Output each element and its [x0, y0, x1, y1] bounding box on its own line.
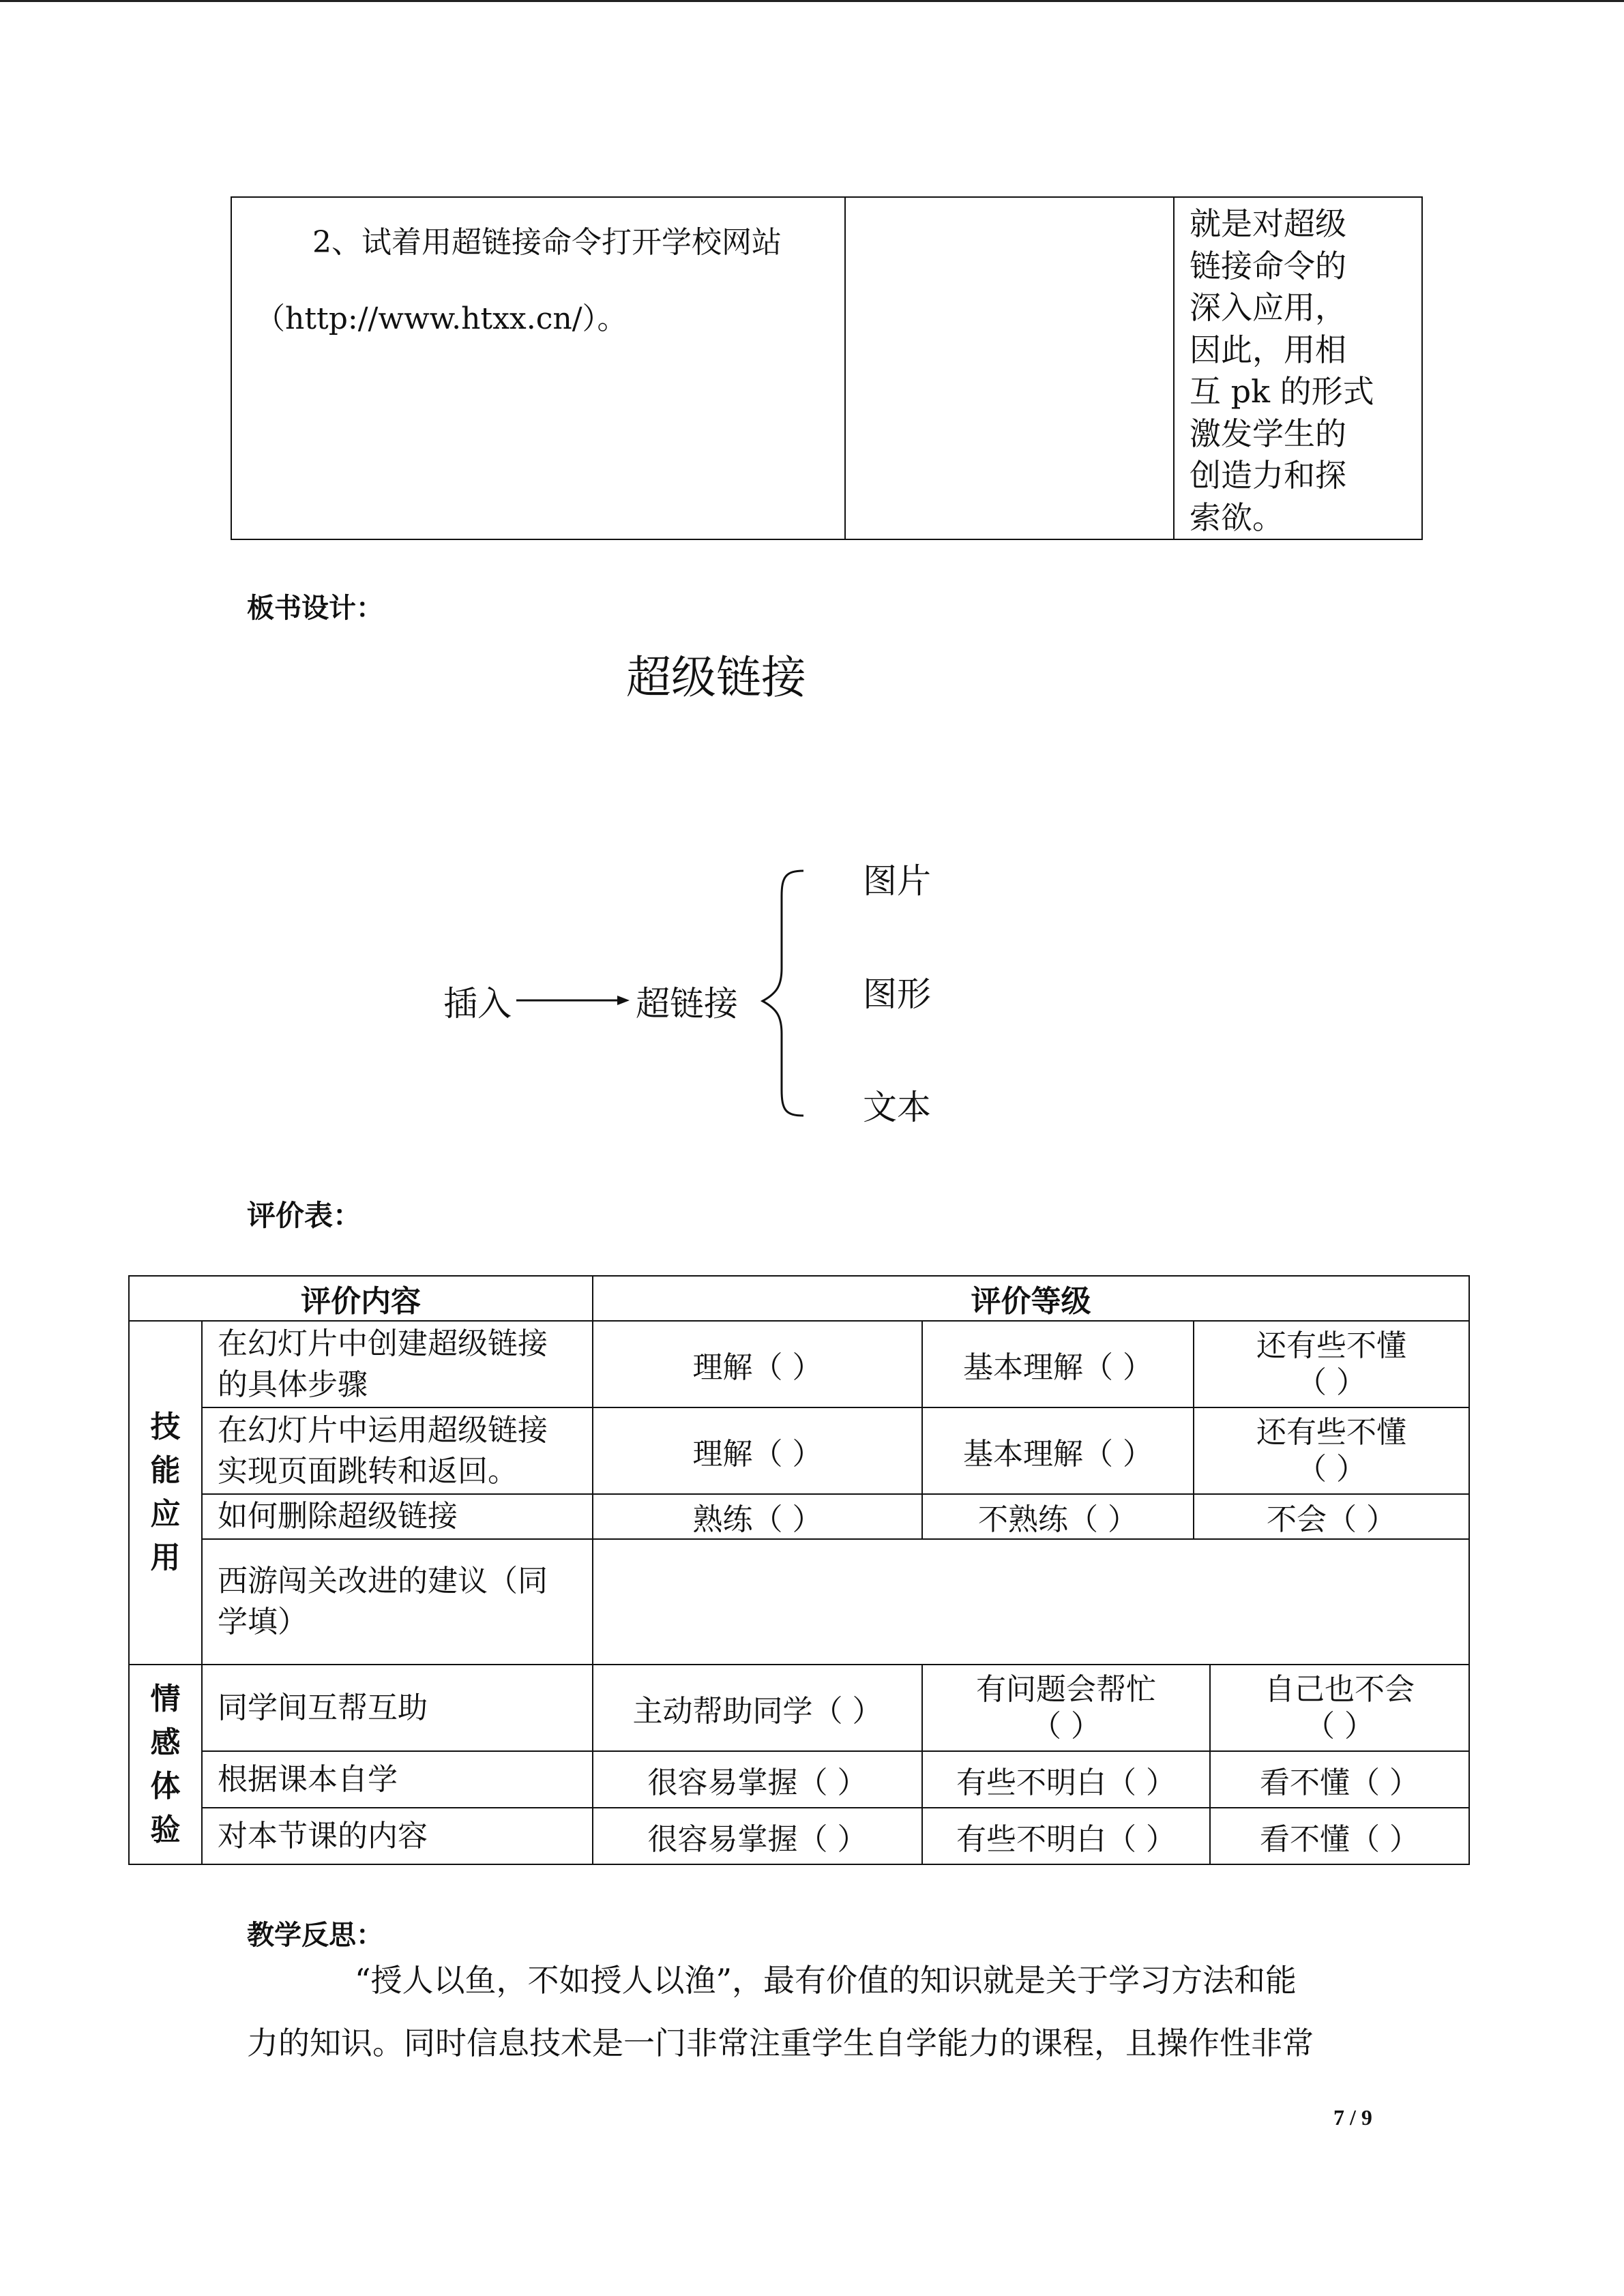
eval-item: 在幻灯片中创建超级链接 的具体步骤 — [202, 1321, 593, 1407]
grade-option: 有些不明白（ ） — [922, 1751, 1210, 1808]
remark-line: 深入应用， — [1190, 289, 1346, 326]
page-number: 7 / 9 — [1333, 2105, 1372, 2130]
grade-option: 不会（ ） — [1194, 1494, 1469, 1539]
reflection-line-1: “授人以鱼，不如授人以渔”，最有价值的知识就是关于学习方法和能 — [355, 1962, 1297, 1999]
remark-line: 创造力和探 — [1190, 457, 1346, 494]
header-grade: 评价等级 — [593, 1276, 1469, 1321]
grade-option: 看不懂（ ） — [1210, 1808, 1469, 1864]
branch-text: 文本 — [863, 1088, 931, 1127]
eval-item: 根据课本自学 — [202, 1751, 593, 1808]
branch-shape: 图形 — [863, 974, 931, 1014]
activity-table — [231, 196, 1423, 540]
grade-option: 有些不明白（ ） — [922, 1808, 1210, 1864]
eval-item: 同学间互帮互助 — [202, 1665, 593, 1751]
grade-option: 很容易掌握（ ） — [593, 1808, 922, 1864]
grade-option: 基本理解（ ） — [922, 1407, 1194, 1494]
grade-option: 主动帮助同学（ ） — [593, 1665, 922, 1751]
header-content: 评价内容 — [129, 1276, 593, 1321]
grade-option: 看不懂（ ） — [1210, 1751, 1469, 1808]
eval-item: 如何删除超级链接 — [202, 1494, 593, 1539]
eval-item: 西游闯关改进的建议（同 学填） — [202, 1539, 593, 1665]
remark-line: 激发学生的 — [1190, 415, 1346, 452]
remark-line: 因此，用相 — [1190, 331, 1346, 368]
eval-item: 对本节课的内容 — [202, 1808, 593, 1864]
empty-cell — [845, 197, 1174, 539]
remark-line: 就是对超级 — [1190, 205, 1346, 242]
branch-image: 图片 — [863, 861, 931, 901]
grade-option: 不熟练（ ） — [922, 1494, 1194, 1539]
remark-line: 互 pk 的形式 — [1190, 373, 1374, 410]
node-hyperlink: 超链接 — [636, 984, 738, 1024]
grade-option: 理解（ ） — [593, 1321, 922, 1407]
task-cell — [231, 197, 845, 539]
grade-option: 还有些不懂 （ ） — [1194, 1321, 1469, 1407]
remark-line: 链接命令的 — [1190, 247, 1346, 284]
evaluation-heading: 评价表： — [247, 1199, 362, 1232]
top-rule — [0, 0, 1624, 2]
remark-line: 索欲。 — [1190, 498, 1284, 536]
group-skill-application: 技 能 应 用 — [129, 1321, 202, 1665]
grade-option: 熟练（ ） — [593, 1494, 922, 1539]
eval-item: 在幻灯片中运用超级链接 实现页面跳转和返回。 — [202, 1407, 593, 1494]
brace-icon — [758, 867, 806, 1120]
reflection-line-2: 力的知识。同时信息技术是一门非常注重学生自学能力的课程，且操作性非常 — [247, 2025, 1314, 2061]
grade-option: 理解（ ） — [593, 1407, 922, 1494]
evaluation-table — [128, 1275, 1470, 1865]
grade-option: 自己也不会 （ ） — [1210, 1665, 1469, 1751]
board-title: 超级链接 — [626, 651, 806, 704]
group-emotional-experience: 情 感 体 验 — [129, 1665, 202, 1864]
suggestion-blank — [593, 1539, 1469, 1665]
grade-option: 还有些不懂 （ ） — [1194, 1407, 1469, 1494]
board-heading: 板书设计： — [247, 592, 383, 624]
task-line-2: （http://www.htxx.cn/）。 — [255, 301, 628, 336]
grade-option: 有问题会帮忙 （ ） — [922, 1665, 1210, 1751]
grade-option: 很容易掌握（ ） — [593, 1751, 922, 1808]
remark-cell — [1174, 197, 1422, 539]
arrow-icon — [515, 990, 631, 1011]
grade-option: 基本理解（ ） — [922, 1321, 1194, 1407]
reflection-heading: 教学反思： — [247, 1919, 383, 1951]
node-insert: 插入 — [443, 984, 512, 1024]
task-line-1: 2、试着用超链接命令打开学校网站 — [312, 225, 782, 260]
